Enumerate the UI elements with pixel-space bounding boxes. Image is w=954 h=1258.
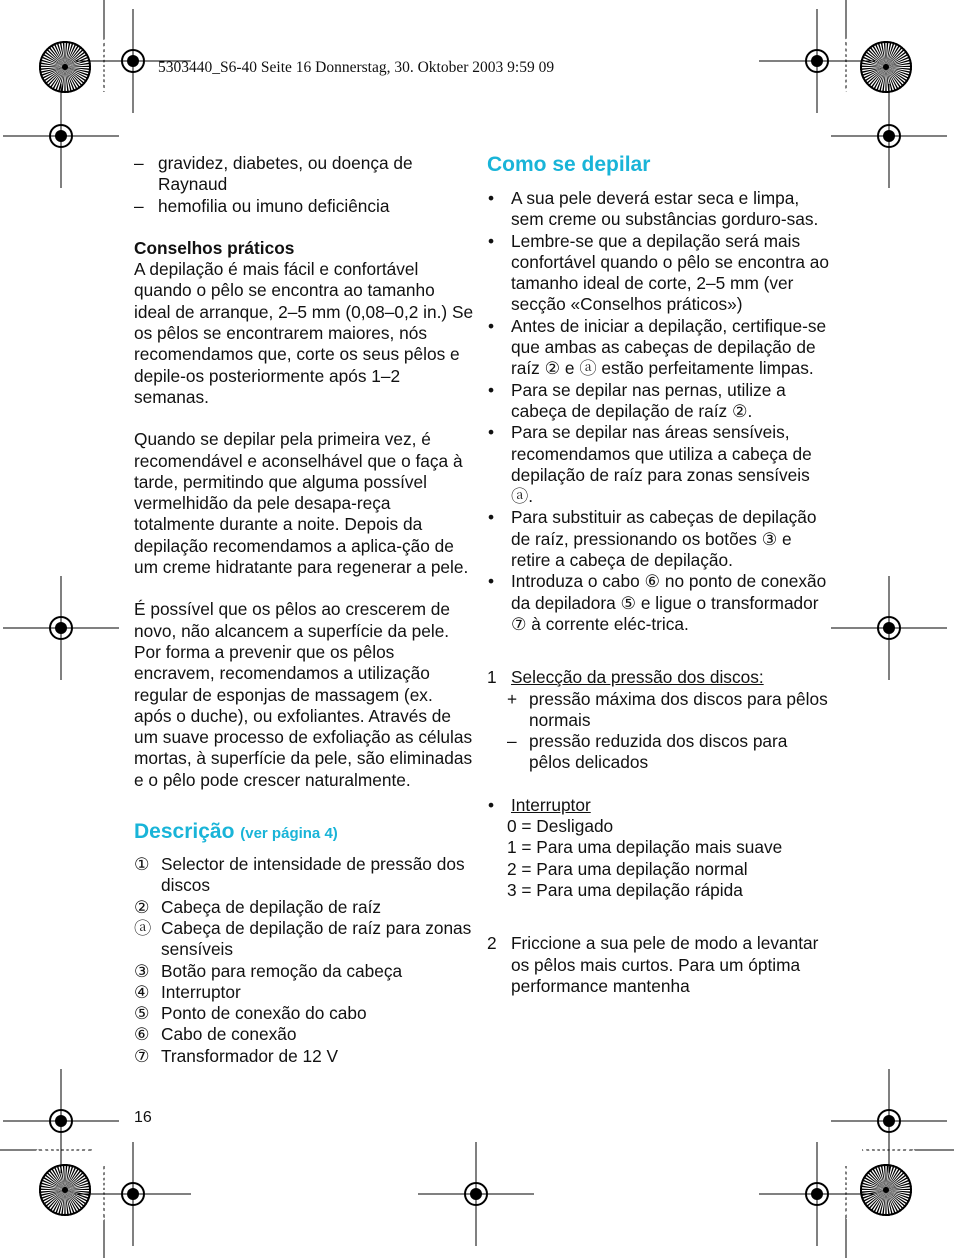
star-target-icon xyxy=(860,1164,912,1216)
instruction-bullet: • Lembre-se que a depilação será mais confortável quando o pêlo se encontra ao tamanho ideal de corte, 2–5 mm (ver secção «Conselhos práticos») xyxy=(488,230,830,315)
description-heading: Descrição (ver página 4) xyxy=(134,820,338,844)
instruction-bullet: • Introduza o cabo ⑥ no ponto de conexão da depiladora ⑤ e ligue o transformador ⑦ à corrente eléc-trica. xyxy=(488,571,827,634)
switch-setting: 1 = Para uma depilação mais suave xyxy=(507,837,783,858)
pressure-option: + pressão máxima dos discos para pêlos normais xyxy=(507,688,828,730)
part-list-item: ⑤ Ponto de conexão do cabo xyxy=(134,1003,367,1024)
contraindication-item: – gravidez, diabetes, ou doença de Raynaud xyxy=(134,153,413,195)
instruction-bullet: • Para substituir as cabeças de depilação de raíz, pressionando os botões ③ e retire a cabeça de depilação. xyxy=(488,507,817,571)
dash-marker: – xyxy=(134,195,144,216)
print-slug: 5303440_S6-40 Seite 16 Donnerstag, 30. Oktober 2003 9:59 09 xyxy=(158,59,555,76)
registration-mark-icon xyxy=(759,9,875,113)
instruction-bullet: • A sua pele deverá estar seca e limpa, sem creme ou substâncias gorduro-sas. xyxy=(488,188,819,230)
tips-paragraph: É possível que os pêlos ao crescerem de novo, não alcancem a superfície da pele. Por forma a prevenir que os pêlos encravem, recomendamos a utilização regular de esponjas de massagem (ex. após o duche), ou exfoliantes. Através de um suave processo de exfoliação as células mortas, à superfície da pele, são eliminadas e o pêlo pode crescer naturalmente. xyxy=(134,599,473,790)
switch-section: • Interruptor xyxy=(488,794,591,815)
registration-mark-icon xyxy=(3,1069,119,1173)
tips-paragraph: Quando se depilar pela primeira vez, é recomendável e aconselhável que o faça à tarde, permitindo que alguma possível vermelhidão da pele desapa-reça totalmente durante a noite. Depois da depilação recomendamos a aplica-ção de um creme hidratante para regenerar a pele. xyxy=(134,429,469,578)
switch-setting: 3 = Para uma depilação rápida xyxy=(507,879,743,900)
how-to-heading: Como se depilar xyxy=(487,153,651,176)
tips-paragraph: A depilação é mais fácil e confortável quando o pêlo se encontra ao tamanho ideal de arranque, 2–5 mm (0,08–0,2 in.) Se os pêlos se encontrarem maiores, nós recomendamos que, corte os seus pêlos e depile-os posteriormente após 1–2 semanas. xyxy=(134,259,474,407)
left-column xyxy=(134,153,474,1067)
registration-mark-icon xyxy=(3,84,119,188)
part-list-item: ⑦ Transformador de 12 V xyxy=(134,1045,339,1066)
right-column xyxy=(487,152,832,997)
switch-setting: 0 = Desligado xyxy=(507,816,614,837)
part-list-item: ③ Botão para remoção da cabeça xyxy=(134,960,403,981)
part-list-item: ① Selector de intensidade de pressão dos discos xyxy=(134,854,465,896)
instruction-bullet: • Antes de iniciar a depilação, certifique-se que ambas as cabeças de depilação de raíz ② e ⓐ estão perfeitamente limpas. xyxy=(488,315,827,379)
contraindication-item: – hemofilia ou imuno deficiência xyxy=(134,195,390,216)
pressure-option: – pressão reduzida dos discos para pêlos delicados xyxy=(507,731,788,773)
registration-mark-icon xyxy=(3,576,119,680)
star-target-icon xyxy=(860,41,912,93)
step-2: 2 Friccione a sua pele de modo a levantar os pêlos mais curtos. Para um óptima performance mantenha xyxy=(487,933,819,996)
star-target-icon xyxy=(39,41,91,93)
switch-title: Interruptor xyxy=(511,794,591,815)
page-number: 16 xyxy=(134,1109,152,1126)
part-list-item: ④ Interruptor xyxy=(134,981,241,1002)
tips-heading: Conselhos práticos xyxy=(134,237,295,258)
instruction-bullet: • Para se depilar nas pernas, utilize a cabeça de depilação de raíz ②. xyxy=(488,379,786,421)
star-target-icon xyxy=(39,1164,91,1216)
registration-mark-icon xyxy=(418,1142,534,1246)
instruction-bullet: • Para se depilar nas áreas sensíveis, recomendamos que utiliza a cabeça de depilação de raíz para zonas sensíveis ⓐ. xyxy=(488,422,812,507)
part-list-item: ⑥ Cabo de conexão xyxy=(134,1024,297,1045)
part-list-item: ② Cabeça de depilação de raíz xyxy=(134,896,382,917)
switch-setting: 2 = Para uma depilação normal xyxy=(507,858,748,879)
registration-mark-icon xyxy=(75,1142,191,1246)
registration-mark-icon xyxy=(831,84,947,188)
page-reference: (ver página 4) xyxy=(240,825,338,843)
step-1: 1 Selecção da pressão dos discos: xyxy=(487,667,764,688)
part-list-item: ⓐ Cabeça de depilação de raíz para zonas sensíveis xyxy=(134,917,472,960)
registration-mark-icon xyxy=(831,576,947,680)
step-1-title: Selecção da pressão dos discos: xyxy=(511,667,764,688)
dash-marker: – xyxy=(134,153,144,173)
registration-mark-icon xyxy=(831,1069,947,1173)
